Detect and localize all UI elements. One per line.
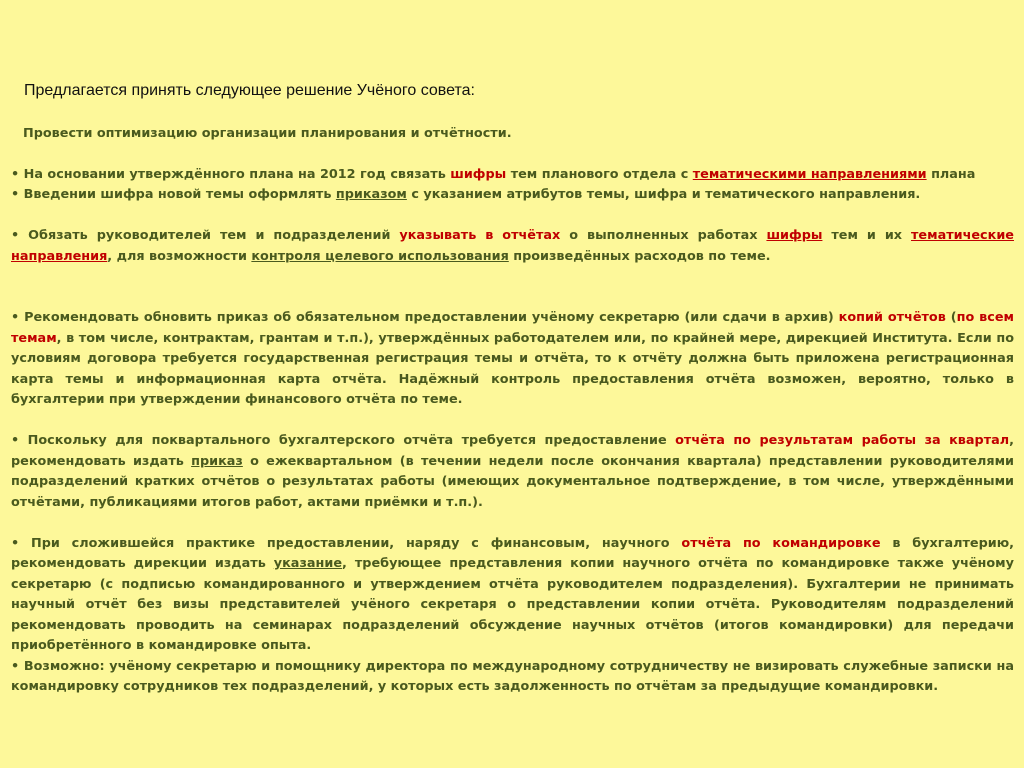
bullet-6-text-e: , требующее представления копии научного отчёта по командировке также учёному секретарю (с подписью командированного и утверждением отчёта руководителем подразделения). Бухгалтерии не принимать научный отчёт без визы представителей учёного секретаря о представлении копии отчёта. Руководителям подразделений рекомендовать проводить на семинарах подразделений обсуждение научных отчётов (итогов командировки) для передачи приобретённого в командировке опыта. <box>11 556 1014 653</box>
bullet-7: • Возможно: учёному секретарю и помощнику директора по международному сотрудничеству не визировать служебные записки на командировку сотрудников тех подразделений, у которых есть задолженность по отчётам за предыдущие командировки. <box>11 658 1014 694</box>
bullet-2-text-c: с указанием атрибутов темы, шифра и тематического направления. <box>406 187 921 202</box>
bullet-5-highlight-quarter-report: отчёта по результатам работы за квартал <box>675 433 1010 448</box>
bullet-1-text-a: • На основании утверждённого плана на 2012 год связать <box>11 166 451 182</box>
spacer <box>11 513 1014 534</box>
bullet-2 <box>11 185 1014 206</box>
bullet-3-text-c: о выполненных работах <box>560 228 767 243</box>
slide-body <box>11 124 1014 698</box>
bullet-3-highlight-codes: шифры <box>766 228 823 243</box>
bullet-5 <box>11 431 1014 513</box>
bullet-5-text-c: , рекомендовать издать <box>11 433 1014 469</box>
bullet-3-underlined-control: контроля целевого использования <box>251 248 509 264</box>
bullet-6-text-c: в бухгалтерию, рекомендовать дирекции издать <box>11 535 1015 571</box>
bullet-2-underlined-order: приказом <box>335 187 407 202</box>
bullet-6-text-a: • При сложившейся практике предоставлении, наряду с финансовым, научного <box>11 535 682 551</box>
bullet-2-text-a: • Введении шифра новой темы оформлять <box>11 187 336 202</box>
spacer <box>11 206 1014 227</box>
bullet-4-text-a: • Рекомендовать обновить приказ об обязательном предоставлении учёному секретарю (или сдачи в архив) <box>11 310 839 325</box>
bullet-4-text-e: , в том числе, контрактам, грантам и т.п.), утверждённых работодателем или, по крайней мере, дирекцией Института. Если по условиям договора требуется государственная регистрация темы и отчёта, то к отчёту должна быть приложена регистрационная карта темы и информационная карта отчёта. Надёжный контроль предоставления отчёта возможен, вероятно, только в бухгалтерии при утверждении финансового отчёта по теме. <box>11 330 1014 407</box>
bullet-1-text-c: тем планового отдела с <box>506 166 693 182</box>
spacer <box>11 267 1014 308</box>
bullet-3 <box>11 226 1014 267</box>
bullet-5-underlined-order: приказ <box>191 453 243 469</box>
spacer <box>11 411 1014 432</box>
bullet-5-text-a: • Поскольку для поквартального бухгалтерского отчёта требуется предоставление <box>11 433 676 448</box>
bullet-4-highlight-all-topics: по всем темам <box>11 310 1014 346</box>
bullet-1-highlight-directions: тематическими направлениями <box>692 166 927 182</box>
bullet-1 <box>11 165 1014 186</box>
bullet-3-text-e: тем и их <box>822 228 912 243</box>
bullet-3-text-g: , для возможности <box>107 248 252 264</box>
bullet-3-text-i: произведённых расходов по теме. <box>508 248 771 264</box>
bullet-3-text-a: • Обязать руководителей тем и подразделений <box>11 228 400 243</box>
bullet-1-highlight-codes: шифры <box>450 166 507 182</box>
subtitle: Провести оптимизацию организации планирования и отчётности. <box>23 126 512 141</box>
bullet-4-highlight-copies: копий отчётов <box>838 310 946 325</box>
slide-heading: Предлагается принять следующее решение Учёного совета: <box>24 82 475 99</box>
bullet-6-highlight-trip-report: отчёта по командировке <box>681 535 881 551</box>
bullet-6 <box>11 534 1014 657</box>
bullet-6-underlined-instruction: указание <box>273 556 343 571</box>
bullet-4 <box>11 308 1014 411</box>
bullet-3-highlight-reports: указывать в отчётах <box>399 228 561 243</box>
bullet-3-highlight-directions: тематические направления <box>11 228 1014 264</box>
bullet-4-text-c: ( <box>945 310 957 325</box>
bullet-1-text-e: плана <box>926 166 976 182</box>
bullet-5-text-e: о ежеквартальном (в течении недели после окончания квартала) представлении руководителями подразделений кратких отчётов о результатах работы (имеющих документальное подтверждение, в том числе, утверждёнными отчётами, публикациями итогов работ, актами приёмки и т.п.). <box>11 453 1014 510</box>
